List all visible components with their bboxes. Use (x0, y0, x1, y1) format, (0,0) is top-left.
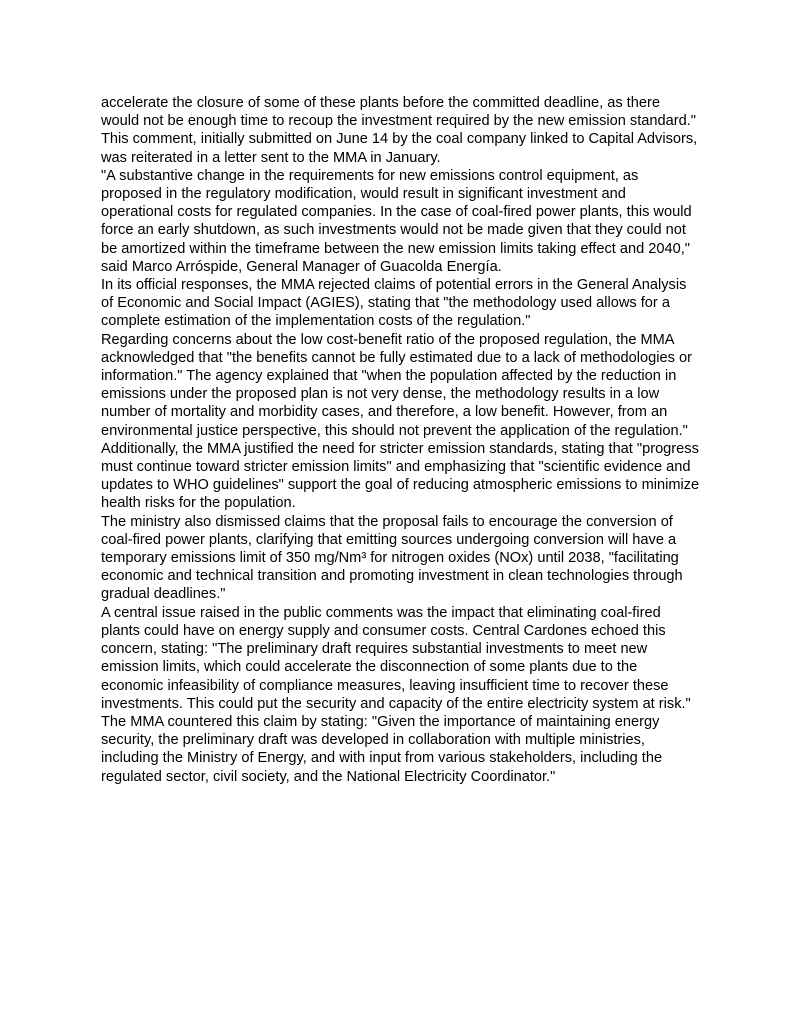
document-page (101, 94, 701, 786)
paragraph-stricter-standards: Additionally, the MMA justified the need for stricter emission standards, stating that "progress must continue toward stricter emission limits" and emphasizing that "scientific evidence and updates to WHO guidelines" support the goal of reducing atmospheric emissions to minimize health risks for the population. (101, 440, 700, 512)
paragraph-mma-counter: The MMA countered this claim by stating: "Given the importance of maintaining energy security, the preliminary draft was developed in collaboration with multiple ministries, including the Ministry of Energy, and with input from various stakeholders, including the regulated sector, civil society, and the National Electricity Coordinator." (101, 713, 663, 785)
paragraph-energy-supply: A central issue raised in the public comments was the impact that eliminating coal-fired plants could have on energy supply and consumer costs. Central Cardones echoed this concern, stating: "The preliminary draft requires substantial investments to meet new emission limits, which could accelerate the disconnection of some plants due to the economic infeasibility of compliance measures, leaving insufficient time to recover these investments. This could put the security and capacity of the entire electricity system at risk." (101, 604, 691, 712)
paragraph-arrospide-quote: "A substantive change in the requirements for new emissions control equipment, as proposed in the regulatory modification, would result in significant investment and operational costs for regulated companies. In the case of coal-fired power plants, this would force an early shutdown, as such investments would not be made given that they could not be amortized within the timeframe between the new emission limits taking effect and 2040," said Marco Arróspide, General Manager of Guacolda Energía. (101, 167, 692, 275)
paragraph-agies-response: In its official responses, the MMA rejected claims of potential errors in the General Analysis of Economic and Social Impact (AGIES), stating that "the methodology used allows for a complete estimation of the implementation costs of the regulation." (101, 277, 687, 330)
paragraph-conversion: The ministry also dismissed claims that the proposal fails to encourage the conversion of coal-fired power plants, clarifying that emitting sources undergoing conversion will have a temporary emissions limit of 350 mg/Nm³ for nitrogen oxides (NOx) until 2038, "facilitating economic and technical transition and promoting investment in clean technologies through gradual deadlines." (101, 513, 683, 603)
paragraph-cost-benefit: Regarding concerns about the low cost-benefit ratio of the proposed regulation, the MMA acknowledged that "the benefits cannot be fully estimated due to a lack of methodologies or information." The agency explained that "when the population affected by the reduction in emissions under the proposed plan is not very dense, the methodology results in a low number of mortality and morbidity cases, and therefore, a low benefit. However, from an environmental justice perspective, this should not prevent the application of the regulation." (101, 331, 692, 439)
paragraph-closure-comment: accelerate the closure of some of these plants before the committed deadline, as there would not be enough time to recoup the investment required by the new emission standard." This comment, initially submitted on June 14 by the coal company linked to Capital Advisors, was reiterated in a letter sent to the MMA in January. (101, 95, 698, 166)
